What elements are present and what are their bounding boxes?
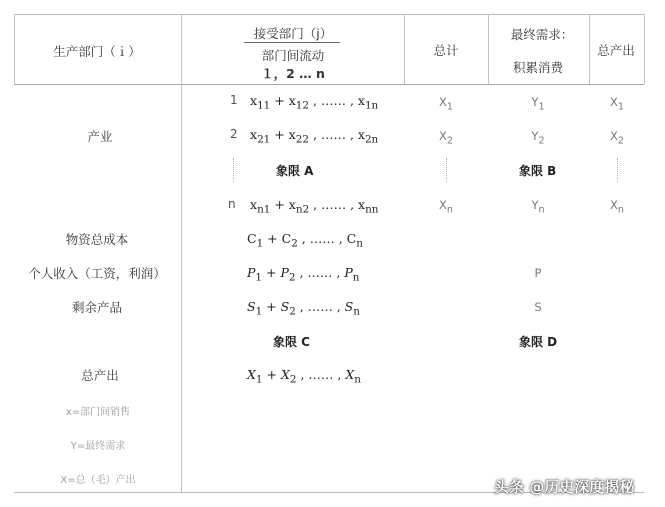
total-ellipsis-dots [446,158,447,182]
header-flow: 部门间流动 [261,48,325,63]
personal-income-label: 个人收入（工资，利润） [28,266,166,281]
quadrant-b: 象限 B [519,164,557,178]
quadrant-c: 象限 C [273,335,310,349]
header-fraction-line [244,42,340,43]
header-receiver: 接受部门（j） [253,26,333,41]
left-border [14,14,15,84]
quadrant-d: 象限 D [519,335,558,349]
row-1-total: $X_1$ [439,95,453,113]
row-1-index: 1 [230,93,238,107]
output-ellipsis-dots [617,158,618,182]
row-1-formula: $x_{11} + x_{12}$ , …… , $x_{1n}$ [250,93,379,112]
right-border [644,14,645,84]
row-2-index: 2 [230,127,238,141]
col-divider-2 [404,14,405,84]
header-final-demand: 最终需求： [510,27,574,42]
material-cost-formula: $C_1 + C_2$ , …… , $C_n$ [247,231,363,250]
header-gross-output: 总产出 [597,43,635,58]
row-2-total: $X_2$ [439,129,453,147]
surplus-formula: $S_1 + S_2$ , …… , $S_n$ [247,299,360,318]
col-divider-3 [488,14,489,84]
col-divider-1 [181,14,182,492]
row-1-gross-output: $X_1$ [610,95,624,113]
col-divider-4 [589,14,590,84]
top-border [14,14,644,15]
row-2-gross-output: $X_2$ [610,129,624,147]
personal-income-final: P [534,266,542,280]
row-ellipsis-dots-left [233,158,234,182]
personal-income-formula: $P_1 + P_2$ , …… , $P_n$ [247,265,360,284]
quadrant-a: 象限 A [276,164,314,178]
watermark: 头条 @历史深度揭秘 [494,478,635,496]
surplus-label: 剩余产品 [71,300,123,315]
row-n-index: n [228,197,236,211]
gross-output-formula: $X_1 + X_2$ , …… , $X_n$ [247,367,361,386]
header-index: １，2 … n [261,66,325,81]
industry-label: 产业 [87,129,113,144]
header-accumulation-consumption: 积累消费 [512,60,564,75]
surplus-final: S [534,300,542,314]
material-cost-label: 物资总成本 [65,232,129,247]
gross-output-label: 总产出 [81,368,119,383]
note-y-definition: Y=最终需求 [70,441,126,452]
note-gross-definition: X=总（毛）产出 [60,475,136,486]
row-n-formula: $x_{n1} + x_{n2}$ , …… , $x_{nn}$ [250,197,379,216]
row-2-formula: $x_{21} + x_{22}$ , …… , $x_{2n}$ [250,127,379,146]
header-producer: 生产部门（ｉ） [53,44,141,59]
row-1-final-demand: $Y_1$ [531,95,545,113]
row-2-final-demand: $Y_2$ [531,129,545,147]
row-n-total: $X_n$ [439,198,453,216]
note-x-definition: x=部门间销售 [65,407,131,418]
row-n-gross-output: $X_n$ [610,198,624,216]
row-n-final-demand: $Y_n$ [531,198,545,216]
header-bottom-border [14,84,644,85]
header-total: 总计 [433,43,459,58]
